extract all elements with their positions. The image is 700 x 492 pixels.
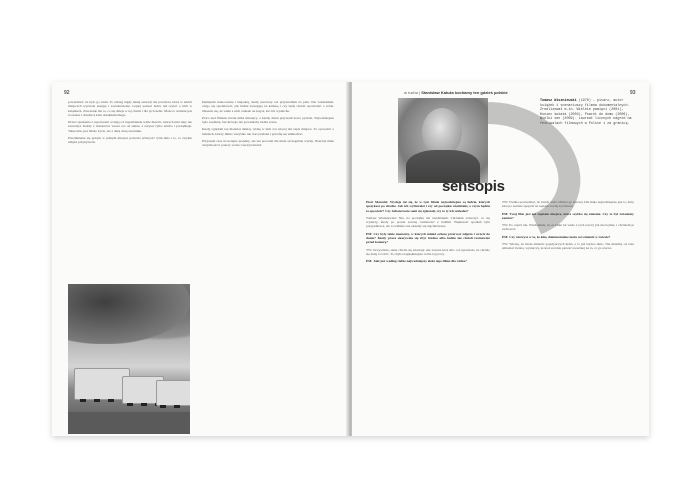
paragraph: Przyszedł czas na kolejne projekty, ale ten pozostał dla mnie szczególnie ważny. Nauczył mnie cierpliwości i pokory wobec rzeczywistości. — [202, 139, 334, 148]
running-head-title: Stanisław Kałuża kochamy ten gdzieś polskie — [421, 90, 508, 95]
right-page-column-1 — [366, 200, 490, 432]
page-number-left: 92 — [64, 90, 70, 96]
answer: Tomasz Wiszniewski: Nie, na początku nie wiedziałem. Chciałem zobaczyć, co się wydarzy, kiedy po prostu zacznę rozmawiać z ludźmi. Większość spotkań była przypadkowa, ale to właśnie one okazały się najciekawsze. — [366, 215, 490, 229]
answer: TW: Po części tak. Wiedziałem, że za kilka lat wiele z tych rzeczy już nie będzie, i chciałem je zachować. — [502, 223, 634, 232]
paragraph: powiedzieć, że było go wiele. To zabieg nigdy takiej sensacji nie powtarza, która w takich miejscach wyzwala energię i zaciekawienie. Lepiej poznać ludzi, niż czytać o nich w książkach. Znaczenie ma to, co się dzieje w tej chwili i dla tych ludzi. Może to właśnie jest ta szansa i obietnica kina dokumentalnego. — [68, 100, 192, 117]
running-head-prefix: w ruchu — [404, 90, 419, 95]
answer: TW: Oczywiście, takie chwile się zdarzały. Ale zawsze ktoś albo coś sprawiało, że chciało się dalej to robić. To chyba najpiękniejsza cecha tej pracy. — [366, 247, 490, 256]
magazine-spread — [52, 82, 649, 436]
portrait-photo — [398, 98, 488, 183]
question: PM: Twój film jest też zapisem miejsca, które szybko się zmienia. Czy to był świadomy zamiar? — [502, 211, 634, 220]
street-photo — [68, 284, 190, 434]
author-name: Tomasz Wiszniewski — [540, 99, 577, 103]
paragraph: Drzwi spotkania z reporterem ocalają od zapomnienia wiele historii, których nikt inny nie zauważył. Każdy z bohaterów wnosi coś od siebie, a reżyser tylko słucha i porządkuje. Takie kino jest blisko życia, ale z dużą dozą szacunku. — [68, 120, 192, 133]
author-bio-text: (1970) – pisarz, autor książek i scenariuszy filmów dokumentalnych. Zrealizował m.in. Wielkie pamięci (2001), Koniec świata (2004), Powrót do domu (2006), Wielki sen (2009). Laureat licznych nagród na festiwalach filmowych w Polsce i za granicą. — [540, 99, 632, 126]
right-page-column-2 — [502, 200, 634, 432]
right-page — [352, 82, 649, 436]
answer: TW: Trudno powiedzieć, bo każdy widz odbiera go inaczej. Dla mnie najważniejsze jest to, żeby ktoś po seansie spojrzał na sąsiada trochę życzliwiej. — [502, 200, 634, 209]
left-page-column-2 — [202, 100, 334, 430]
headline: sensopis — [442, 178, 505, 195]
paragraph: Kiedy oglądam ten materiał dzisiaj, widzę w nim coś więcej niż zapis miejsca. To opowieść o ludziach, którzy mimo wszystko nie tracą nadziei i potrafią się uśmiechać. — [202, 127, 334, 136]
paragraph: Przedłużanie się pobytu w jednym miejscu pozwala uchwycić rytm dnia i to, co zwykle umyka przybyszom. — [68, 136, 192, 145]
photo-road — [68, 412, 190, 434]
answer: TW: Wierzę, że może zmienić pojedynczych ludzi, a to już bardzo dużo. Nie musimy od razu zmieniać świata, wystarczy, że ktoś zacznie patrzeć uważniej na to, co go otacza. — [502, 242, 634, 251]
portrait-head — [422, 108, 462, 156]
running-head: w ruchu | Stanisław Kałuża kochamy ten gdzieś polskie — [404, 90, 508, 95]
question: PM: Czy wierzysz w to, że kino dokumentalne może coś zmienić w świecie? — [502, 234, 611, 239]
paragraph: Praca nad filmem trwała kilka miesięcy, a każdy dzień przynosił nowe pytania. Najważniejsze było zaufanie, bez którego nie powstałaby żadna scena. — [202, 115, 334, 125]
photo-trees — [68, 284, 190, 344]
photo-car — [156, 380, 190, 406]
paragraph: Pamiętam zaskoczenie i niepokój, kiedy pierwszy raz przyszedłem na plan. Nie wiedziałem, czego się spodziewać, jak ludzie zareagują na kamerę i czy będą chcieli opowiadać o sobie. Okazało się, że wielu z nich czekało na kogoś, kto ich wysłucha. — [202, 100, 334, 113]
page-number-right: 93 — [630, 90, 636, 96]
question: PM: Jaki jest według ciebie najważniejszy efekt tego filmu dla widza? — [366, 259, 467, 264]
left-page — [52, 82, 349, 436]
question: PM: Czy były takie momenty, w których miałeś ochotę przerwać zdjęcia i wrócić do domu? Kiedy praca okazywała się zbyt trudna albo ludzie nie chcieli rozmawiać przed kamerą? — [366, 231, 490, 245]
author-bio — [540, 99, 636, 126]
left-page-column-1 — [68, 100, 192, 280]
question: Piotr Marecki: Wydaje mi się, że w tym filmie najważniejsze są ludzie, których spotykasz po drodze. Jak ich wybierałeś i czy od początku wiedziałeś, o czym będzie ta opowieść? Czy bohaterowie sami się zgłaszali, czy to ty ich szukałeś? — [366, 200, 490, 213]
